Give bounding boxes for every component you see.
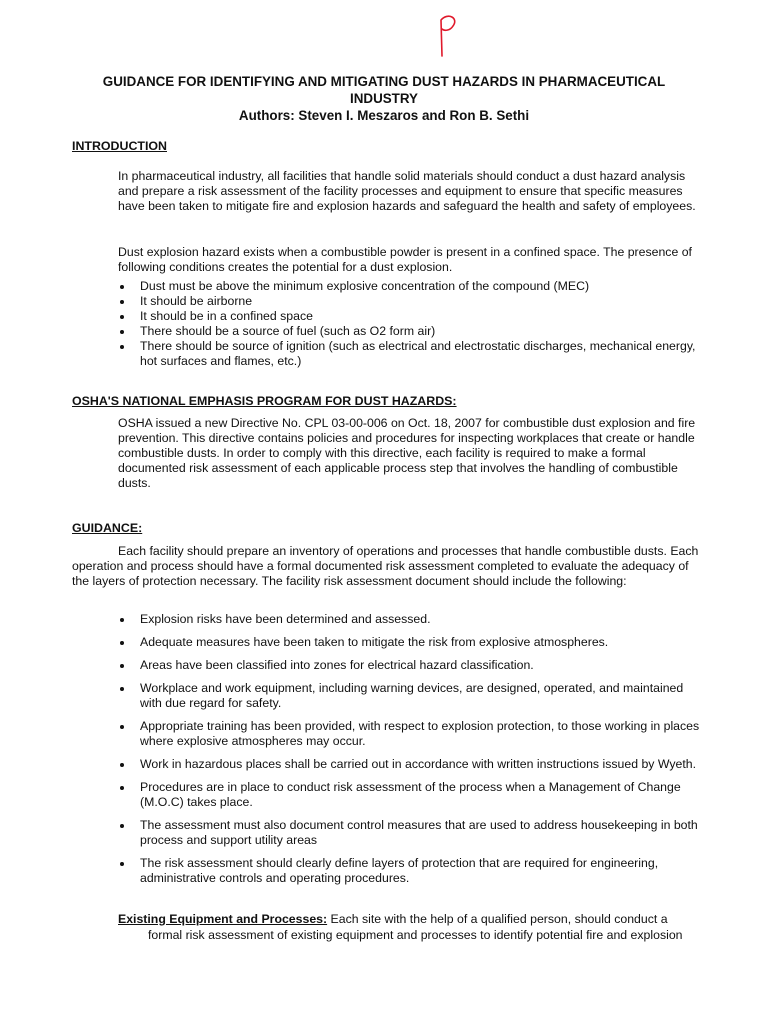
introduction-heading: INTRODUCTION bbox=[72, 139, 167, 153]
list-item: Appropriate training has been provided, with respect to explosion protection, to those working in places where explosive atmospheres may occur. bbox=[118, 719, 700, 749]
osha-paragraph: OSHA issued a new Directive No. CPL 03-00-006 on Oct. 18, 2007 for combustible dust explosion and fire prevention. This directive contains policies and procedures for inspecting workplaces that create or handle combustible dusts. In order to comply with this directive, each facility is required to make a formal documented risk assessment of each applicable process step that involves the handling of combustible dusts. bbox=[118, 416, 696, 490]
handwritten-p-mark bbox=[434, 14, 464, 58]
list-item: Areas have been classified into zones for electrical hazard classification. bbox=[118, 658, 700, 673]
introduction-paragraph-2: Dust explosion hazard exists when a combustible powder is present in a confined space. The presence of following conditions creates the potential for a dust explosion. bbox=[118, 245, 692, 274]
osha-heading: OSHA'S NATIONAL EMPHASIS PROGRAM FOR DUST HAZARDS: bbox=[72, 394, 457, 408]
authors-line: Authors: Steven I. Meszaros and Ron B. Sethi bbox=[238, 108, 530, 123]
list-item: Dust must be above the minimum explosive concentration of the compound (MEC) bbox=[118, 279, 700, 294]
document-title bbox=[60, 73, 708, 124]
list-item: The assessment must also document control measures that are used to address housekeeping in both process and support utility areas bbox=[118, 818, 700, 848]
list-item: Work in hazardous places shall be carried out in accordance with written instructions issued by Wyeth. bbox=[118, 757, 700, 772]
introduction-paragraph-1: In pharmaceutical industry, all facilities that handle solid materials should conduct a dust hazard analysis and prepare a risk assessment of the facility processes and equipment to ensure that specific measures have been taken to mitigate fire and explosion hazards and safeguard the health and safety of employees. bbox=[118, 169, 696, 213]
existing-equipment-paragraph bbox=[118, 912, 718, 927]
guidance-paragraph: Each facility should prepare an inventory of operations and processes that handle combustible dusts. Each operation and process should have a formal documented risk assessment completed to evaluate the adequacy of the layers of protection necessary. The facility risk assessment document should include the following: bbox=[72, 544, 699, 588]
list-item: The risk assessment should clearly define layers of protection that are required for engineering, administrative controls and operating procedures. bbox=[118, 856, 700, 886]
list-item: Explosion risks have been determined and assessed. bbox=[118, 612, 700, 627]
existing-equipment-continuation: formal risk assessment of existing equipment and processes to identify potential fire and explosion bbox=[148, 928, 683, 942]
title-line-1: GUIDANCE FOR IDENTIFYING AND MITIGATING DUST HAZARDS IN PHARMACEUTICAL bbox=[102, 74, 666, 89]
guidance-requirements-list bbox=[118, 612, 700, 894]
existing-equipment-label: Existing Equipment and Processes: bbox=[118, 912, 328, 926]
list-item: Workplace and work equipment, including warning devices, are designed, operated, and maintained with due regard for safety. bbox=[118, 681, 700, 711]
list-item: There should be a source of fuel (such as O2 form air) bbox=[118, 324, 700, 339]
existing-equipment-text: Each site with the help of a qualified person, should conduct a bbox=[327, 912, 668, 926]
title-line-2: INDUSTRY bbox=[350, 91, 418, 106]
list-item: Adequate measures have been taken to mitigate the risk from explosive atmospheres. bbox=[118, 635, 700, 650]
list-item: It should be airborne bbox=[118, 294, 700, 309]
list-item: There should be source of ignition (such as electrical and electrostatic discharges, mechanical energy, hot surfaces and flames, etc.) bbox=[118, 339, 700, 369]
list-item: Procedures are in place to conduct risk assessment of the process when a Management of Change (M.O.C) takes place. bbox=[118, 780, 700, 810]
list-item: It should be in a confined space bbox=[118, 309, 700, 324]
guidance-heading: GUIDANCE: bbox=[72, 521, 143, 535]
introduction-conditions-list bbox=[118, 279, 700, 369]
